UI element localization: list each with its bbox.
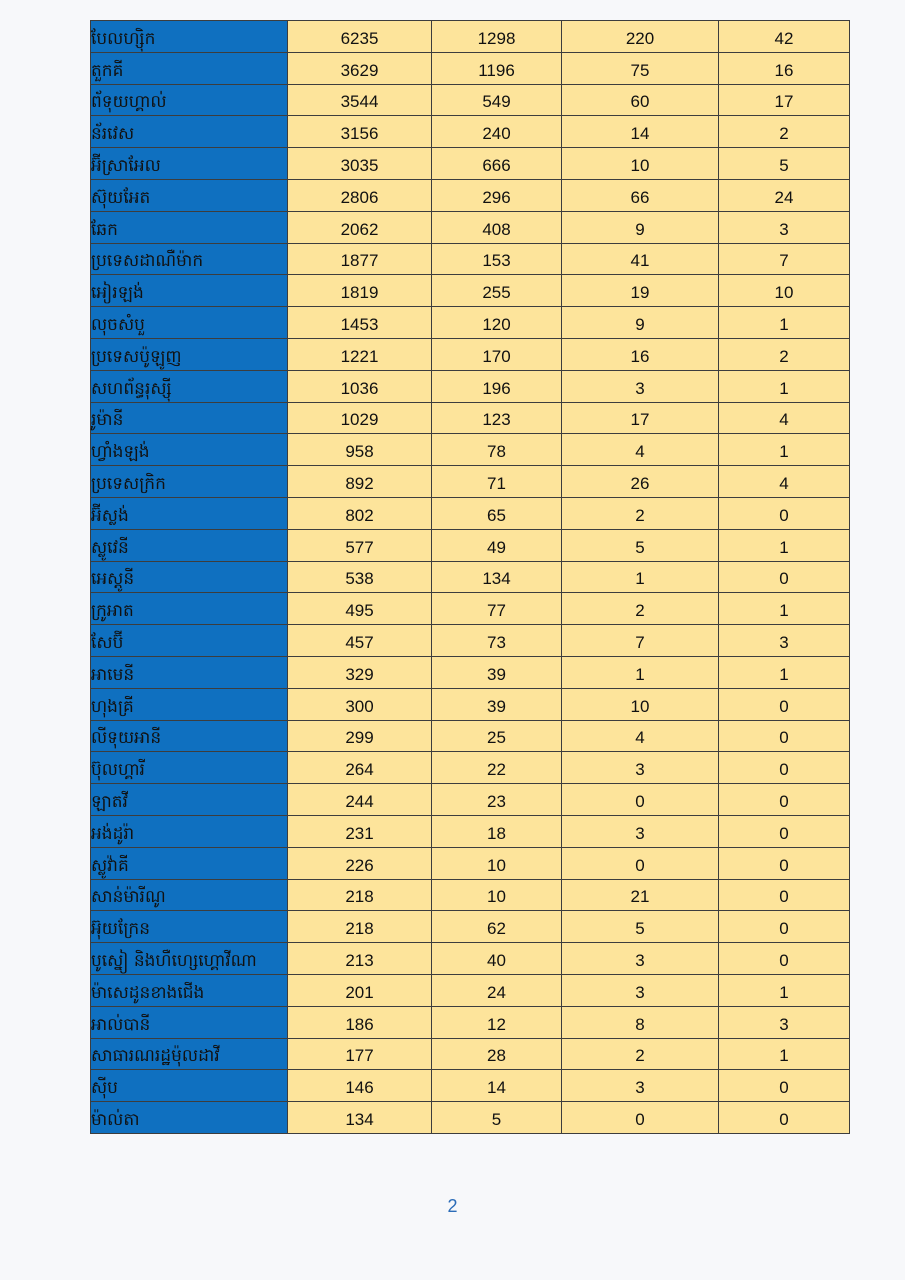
value-cell-col3: 26 <box>562 466 719 498</box>
country-name-cell: បូស្នៀ និងហឺហ្សេហ្គោវីណា <box>91 943 288 975</box>
value-cell-col4: 0 <box>719 815 850 847</box>
value-cell-col2: 40 <box>432 943 562 975</box>
value-cell-col4: 0 <box>719 911 850 943</box>
table-row <box>91 21 850 53</box>
table-row <box>91 434 850 466</box>
value-cell-col4: 1 <box>719 529 850 561</box>
table-row <box>91 497 850 529</box>
value-cell-col2: 49 <box>432 529 562 561</box>
value-cell-col2: 62 <box>432 911 562 943</box>
value-cell-col3: 3 <box>562 370 719 402</box>
country-name-cell: ស្លូវ៉ាគី <box>91 847 288 879</box>
value-cell-col4: 1 <box>719 370 850 402</box>
value-cell-col2: 23 <box>432 784 562 816</box>
value-cell-col4: 0 <box>719 847 850 879</box>
country-name-cell: ប៊ុលហ្គារី <box>91 752 288 784</box>
country-name-cell: អៀរឡង់ <box>91 275 288 307</box>
value-cell-col4: 1 <box>719 434 850 466</box>
value-cell-col2: 10 <box>432 847 562 879</box>
value-cell-col3: 60 <box>562 84 719 116</box>
table-row <box>91 593 850 625</box>
value-cell-col2: 39 <box>432 656 562 688</box>
value-cell-col3: 2 <box>562 1038 719 1070</box>
value-cell-col3: 9 <box>562 211 719 243</box>
value-cell-col1: 3035 <box>288 148 432 180</box>
value-cell-col3: 5 <box>562 911 719 943</box>
value-cell-col1: 1029 <box>288 402 432 434</box>
value-cell-col1: 6235 <box>288 21 432 53</box>
value-cell-col3: 1 <box>562 561 719 593</box>
value-cell-col3: 2 <box>562 497 719 529</box>
country-name-cell: ឡាតវី <box>91 784 288 816</box>
value-cell-col4: 0 <box>719 879 850 911</box>
table-row <box>91 370 850 402</box>
value-cell-col4: 3 <box>719 1006 850 1038</box>
value-cell-col2: 296 <box>432 179 562 211</box>
value-cell-col3: 0 <box>562 847 719 879</box>
value-cell-col3: 16 <box>562 338 719 370</box>
country-statistics-table <box>90 20 850 1134</box>
country-name-cell: ម៉ាសេដូនខាងជើង <box>91 974 288 1006</box>
value-cell-col1: 577 <box>288 529 432 561</box>
value-cell-col3: 2 <box>562 593 719 625</box>
value-cell-col2: 18 <box>432 815 562 847</box>
country-name-cell: សាន់ម៉ារីណូ <box>91 879 288 911</box>
value-cell-col4: 3 <box>719 625 850 657</box>
value-cell-col2: 123 <box>432 402 562 434</box>
value-cell-col4: 42 <box>719 21 850 53</box>
value-cell-col2: 12 <box>432 1006 562 1038</box>
value-cell-col2: 134 <box>432 561 562 593</box>
table-row <box>91 911 850 943</box>
value-cell-col4: 0 <box>719 1070 850 1102</box>
value-cell-col4: 2 <box>719 116 850 148</box>
country-name-cell: ក្រូអាត <box>91 593 288 625</box>
value-cell-col4: 1 <box>719 593 850 625</box>
table-row <box>91 116 850 148</box>
value-cell-col4: 7 <box>719 243 850 275</box>
country-name-cell: ស្លូវេនី <box>91 529 288 561</box>
value-cell-col3: 3 <box>562 1070 719 1102</box>
table-row <box>91 1038 850 1070</box>
value-cell-col1: 231 <box>288 815 432 847</box>
value-cell-col2: 78 <box>432 434 562 466</box>
table-row <box>91 625 850 657</box>
value-cell-col3: 3 <box>562 943 719 975</box>
table-row <box>91 784 850 816</box>
value-cell-col1: 457 <box>288 625 432 657</box>
value-cell-col1: 244 <box>288 784 432 816</box>
value-cell-col2: 170 <box>432 338 562 370</box>
value-cell-col1: 329 <box>288 656 432 688</box>
value-cell-col3: 10 <box>562 148 719 180</box>
value-cell-col4: 2 <box>719 338 850 370</box>
value-cell-col2: 153 <box>432 243 562 275</box>
value-cell-col1: 3629 <box>288 52 432 84</box>
country-name-cell: ប្រទេសប៉ូឡូញ <box>91 338 288 370</box>
value-cell-col1: 1819 <box>288 275 432 307</box>
table-row <box>91 1070 850 1102</box>
value-cell-col4: 0 <box>719 752 850 784</box>
table-row <box>91 148 850 180</box>
country-name-cell: អង់ដូរ៉ា <box>91 815 288 847</box>
value-cell-col1: 892 <box>288 466 432 498</box>
country-name-cell: អ៊ីស្លង់ <box>91 497 288 529</box>
table-row <box>91 52 850 84</box>
value-cell-col1: 1877 <box>288 243 432 275</box>
country-name-cell: អ៊ុយក្រែន <box>91 911 288 943</box>
table-row <box>91 879 850 911</box>
value-cell-col3: 66 <box>562 179 719 211</box>
table-row <box>91 847 850 879</box>
value-cell-col4: 1 <box>719 974 850 1006</box>
value-cell-col4: 1 <box>719 307 850 339</box>
value-cell-col4: 16 <box>719 52 850 84</box>
value-cell-col1: 218 <box>288 911 432 943</box>
country-name-cell: ន័រវេស <box>91 116 288 148</box>
value-cell-col3: 21 <box>562 879 719 911</box>
value-cell-col2: 28 <box>432 1038 562 1070</box>
value-cell-col2: 5 <box>432 1102 562 1134</box>
value-cell-col2: 65 <box>432 497 562 529</box>
value-cell-col4: 0 <box>719 561 850 593</box>
value-cell-col1: 802 <box>288 497 432 529</box>
table-row <box>91 752 850 784</box>
value-cell-col3: 14 <box>562 116 719 148</box>
value-cell-col3: 75 <box>562 52 719 84</box>
value-cell-col4: 4 <box>719 466 850 498</box>
value-cell-col1: 1453 <box>288 307 432 339</box>
value-cell-col1: 958 <box>288 434 432 466</box>
country-name-cell: លីទុយអានី <box>91 720 288 752</box>
country-name-cell: អាមេនី <box>91 656 288 688</box>
value-cell-col2: 14 <box>432 1070 562 1102</box>
value-cell-col1: 299 <box>288 720 432 752</box>
value-cell-col2: 120 <box>432 307 562 339</box>
value-cell-col1: 2806 <box>288 179 432 211</box>
value-cell-col1: 186 <box>288 1006 432 1038</box>
value-cell-col1: 218 <box>288 879 432 911</box>
table-body <box>91 21 850 1134</box>
country-name-cell: សាធារណរដ្ឋម៉ុលដាវី <box>91 1038 288 1070</box>
value-cell-col1: 495 <box>288 593 432 625</box>
value-cell-col4: 5 <box>719 148 850 180</box>
value-cell-col4: 0 <box>719 688 850 720</box>
value-cell-col3: 3 <box>562 815 719 847</box>
table-row <box>91 211 850 243</box>
country-name-cell: សហព័ន្ធរុស្ស៊ី <box>91 370 288 402</box>
table-row <box>91 338 850 370</box>
value-cell-col1: 1221 <box>288 338 432 370</box>
value-cell-col1: 1036 <box>288 370 432 402</box>
value-cell-col4: 0 <box>719 720 850 752</box>
value-cell-col4: 0 <box>719 1102 850 1134</box>
value-cell-col2: 10 <box>432 879 562 911</box>
country-name-cell: ស៊ុយអែត <box>91 179 288 211</box>
value-cell-col1: 2062 <box>288 211 432 243</box>
table-row <box>91 720 850 752</box>
table-row <box>91 943 850 975</box>
value-cell-col1: 213 <box>288 943 432 975</box>
value-cell-col2: 408 <box>432 211 562 243</box>
value-cell-col1: 146 <box>288 1070 432 1102</box>
value-cell-col3: 3 <box>562 974 719 1006</box>
value-cell-col4: 0 <box>719 943 850 975</box>
table-row <box>91 974 850 1006</box>
country-name-cell: ប្រទេសក្រិក <box>91 466 288 498</box>
value-cell-col4: 0 <box>719 784 850 816</box>
table-row <box>91 529 850 561</box>
value-cell-col4: 17 <box>719 84 850 116</box>
value-cell-col2: 22 <box>432 752 562 784</box>
value-cell-col2: 25 <box>432 720 562 752</box>
table-row <box>91 84 850 116</box>
value-cell-col3: 7 <box>562 625 719 657</box>
country-name-cell: សែប៊ី <box>91 625 288 657</box>
value-cell-col2: 1298 <box>432 21 562 53</box>
value-cell-col2: 196 <box>432 370 562 402</box>
value-cell-col2: 39 <box>432 688 562 720</box>
value-cell-col3: 5 <box>562 529 719 561</box>
country-name-cell: ស៊ីប <box>91 1070 288 1102</box>
table-row <box>91 1006 850 1038</box>
value-cell-col1: 264 <box>288 752 432 784</box>
value-cell-col1: 538 <box>288 561 432 593</box>
value-cell-col3: 19 <box>562 275 719 307</box>
table-row <box>91 688 850 720</box>
country-name-cell: អេស្តូនី <box>91 561 288 593</box>
value-cell-col3: 3 <box>562 752 719 784</box>
country-name-cell: ហុងគ្រី <box>91 688 288 720</box>
value-cell-col2: 255 <box>432 275 562 307</box>
value-cell-col3: 9 <box>562 307 719 339</box>
value-cell-col4: 3 <box>719 211 850 243</box>
value-cell-col3: 0 <box>562 784 719 816</box>
value-cell-col3: 4 <box>562 720 719 752</box>
value-cell-col2: 240 <box>432 116 562 148</box>
value-cell-col1: 3544 <box>288 84 432 116</box>
value-cell-col2: 1196 <box>432 52 562 84</box>
table-row <box>91 243 850 275</box>
value-cell-col2: 24 <box>432 974 562 1006</box>
value-cell-col1: 177 <box>288 1038 432 1070</box>
table-row <box>91 1102 850 1134</box>
table-row <box>91 656 850 688</box>
value-cell-col3: 0 <box>562 1102 719 1134</box>
country-name-cell: បែលហ្ស៊ិក <box>91 21 288 53</box>
value-cell-col2: 666 <box>432 148 562 180</box>
value-cell-col1: 201 <box>288 974 432 1006</box>
value-cell-col2: 77 <box>432 593 562 625</box>
country-name-cell: ម៉ាល់តា <box>91 1102 288 1134</box>
value-cell-col3: 41 <box>562 243 719 275</box>
value-cell-col1: 3156 <box>288 116 432 148</box>
country-name-cell: អាល់បានី <box>91 1006 288 1038</box>
table-row <box>91 307 850 339</box>
country-name-cell: ប្រទេសដាណឺម៉ាក <box>91 243 288 275</box>
country-name-cell: ឆែក <box>91 211 288 243</box>
table-row <box>91 466 850 498</box>
value-cell-col3: 17 <box>562 402 719 434</box>
value-cell-col4: 24 <box>719 179 850 211</box>
value-cell-col4: 4 <box>719 402 850 434</box>
value-cell-col2: 71 <box>432 466 562 498</box>
country-name-cell: អ៊ីស្រាអែល <box>91 148 288 180</box>
value-cell-col4: 1 <box>719 1038 850 1070</box>
table-row <box>91 815 850 847</box>
table-row <box>91 561 850 593</box>
value-cell-col1: 134 <box>288 1102 432 1134</box>
value-cell-col2: 73 <box>432 625 562 657</box>
table-row <box>91 275 850 307</box>
country-name-cell: ព័ទុយហ្គាល់ <box>91 84 288 116</box>
value-cell-col1: 226 <box>288 847 432 879</box>
value-cell-col3: 1 <box>562 656 719 688</box>
value-cell-col4: 1 <box>719 656 850 688</box>
value-cell-col1: 300 <box>288 688 432 720</box>
country-name-cell: រូម៉ានី <box>91 402 288 434</box>
value-cell-col4: 10 <box>719 275 850 307</box>
country-name-cell: ហ្វាំងឡង់ <box>91 434 288 466</box>
value-cell-col3: 4 <box>562 434 719 466</box>
value-cell-col3: 8 <box>562 1006 719 1038</box>
value-cell-col2: 549 <box>432 84 562 116</box>
value-cell-col3: 220 <box>562 21 719 53</box>
table-row <box>91 402 850 434</box>
country-name-cell: តួកគី <box>91 52 288 84</box>
country-name-cell: លុចសំបួ <box>91 307 288 339</box>
table-row <box>91 179 850 211</box>
page-number: 2 <box>447 1196 458 1216</box>
value-cell-col3: 10 <box>562 688 719 720</box>
value-cell-col4: 0 <box>719 497 850 529</box>
